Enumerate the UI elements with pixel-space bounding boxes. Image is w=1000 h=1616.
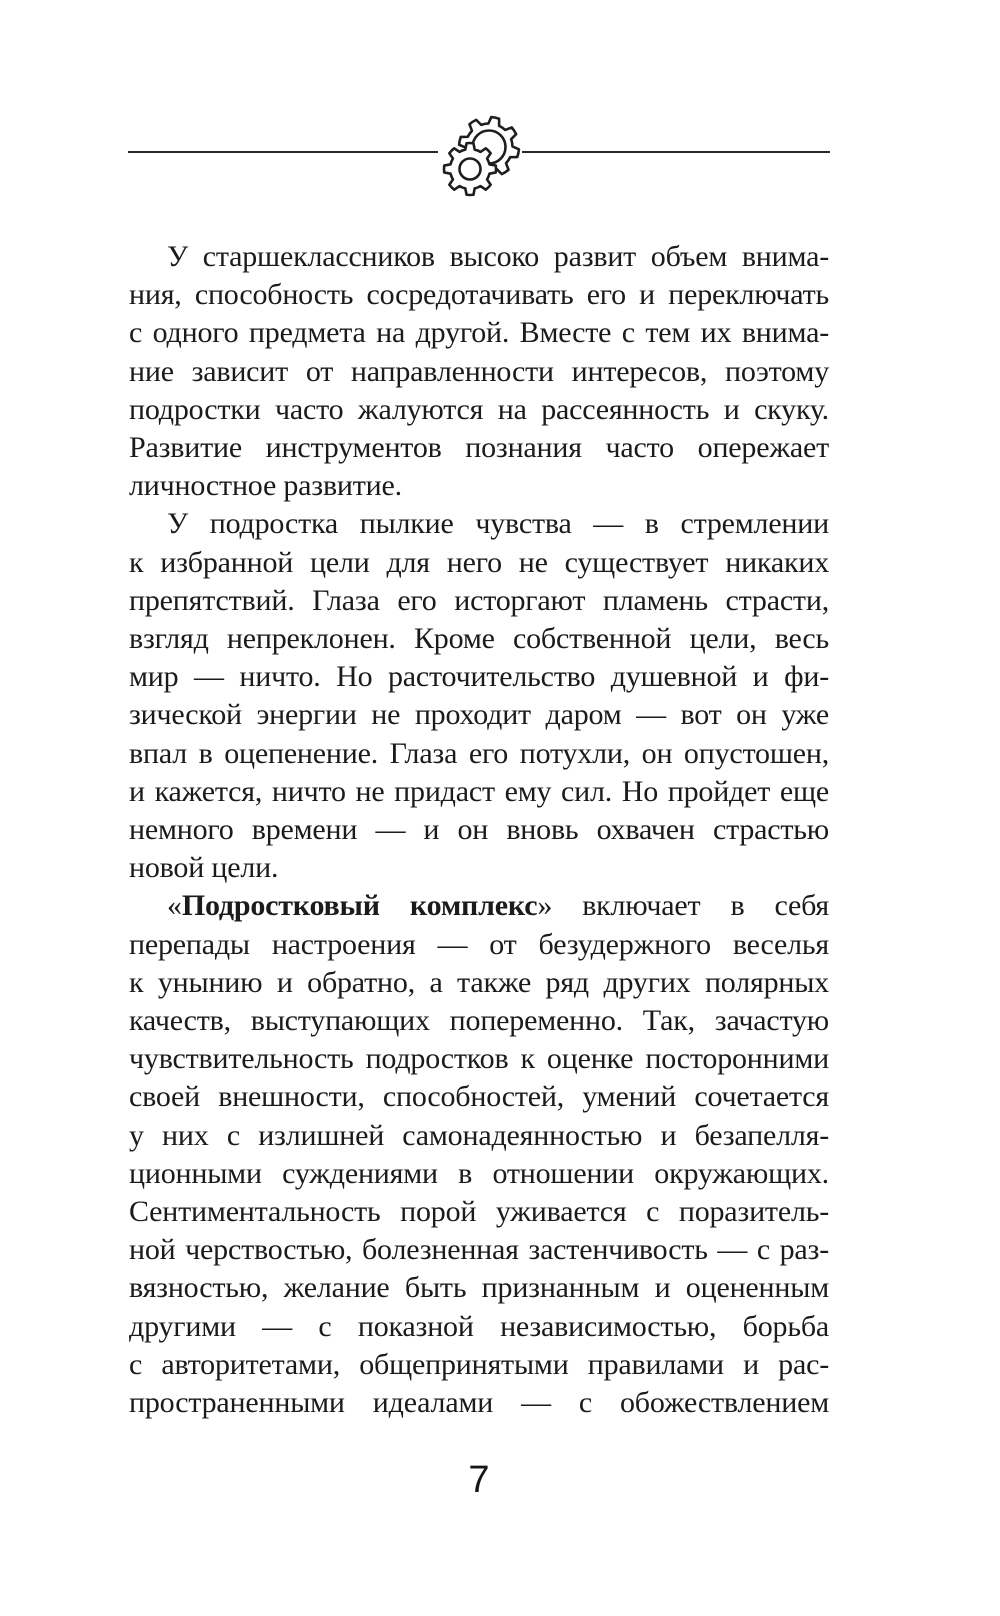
text-line: качеств, выступающих попеременно. Так, зачастую	[129, 1004, 829, 1038]
text-line: личностное развитие.	[129, 469, 402, 503]
bold-term: Подростковый комплекс	[181, 889, 538, 923]
page-number: 7	[468, 1459, 490, 1501]
text-line: У подростка пылкие чувства — в стремлении	[167, 507, 829, 541]
gears-icon	[425, 93, 535, 203]
text-block	[129, 238, 829, 1422]
text-line: впал в оцепенение. Глаза его потухли, он опустошен,	[129, 736, 829, 770]
ornament-rule-right	[522, 151, 830, 153]
text-line: с одного предмета на другой. Вместе с тем их внима-	[129, 316, 829, 350]
paragraph	[129, 505, 829, 887]
text-line: Сентиментальность порой уживается с поразитель-	[129, 1195, 829, 1229]
text-line: пространенными идеалами — с обожествлением	[129, 1386, 829, 1420]
text-line: препятствий. Глаза его исторгают пламень страсти,	[129, 583, 829, 617]
text-line: ния, способность сосредотачивать его и переключать	[129, 278, 829, 312]
text-line: «Подростковый комплекс» включает в себя	[167, 889, 829, 923]
text-line: У старшеклассников высоко развит объем внима-	[167, 240, 829, 273]
text-line: вязностью, желание быть признанным и оцененным	[129, 1271, 829, 1305]
text-line: зической энергии не проходит даром — вот он уже	[129, 698, 829, 732]
paragraph	[129, 887, 829, 1422]
text-line: с авторитетами, общепринятыми правилами и рас-	[129, 1347, 829, 1381]
text-line: и кажется, ничто не придаст ему сил. Но пройдет еще	[129, 774, 829, 808]
text-line: ционными суждениями в отношении окружающих.	[129, 1156, 829, 1190]
text-line: перепады настроения — от безудержного веселья	[129, 927, 829, 961]
text-line: немного времени — и он вновь охвачен страстью	[129, 813, 829, 847]
text-line: подростки часто жалуются на рассеянность и скуку.	[129, 392, 829, 426]
text-line: ние зависит от направленности интересов, поэтому	[129, 354, 829, 388]
text-line: у них с излишней самонадеянностью и безапелля-	[129, 1118, 829, 1152]
text-line: мир — ничто. Но расточительство душевной и фи-	[129, 660, 829, 694]
text-line: Развитие инструментов познания часто опережает	[129, 431, 829, 465]
text-line: другими — с показной независимостью, борьба	[129, 1309, 829, 1343]
text-line: чувствительность подростков к оценке посторонними	[129, 1042, 829, 1076]
text-line: новой цели.	[129, 851, 279, 885]
small-gear-hole	[460, 159, 481, 180]
text-line: к избранной цели для него не существует никаких	[129, 545, 829, 579]
ornament-rule-left	[128, 151, 438, 153]
text-line: взгляд непреклонен. Кроме собственной цели, весь	[129, 622, 829, 656]
text-line: ной черствостью, болезненная застенчивость — с раз-	[129, 1233, 829, 1267]
paragraph	[129, 238, 829, 505]
text-line: к унынию и обратно, а также ряд других полярных	[129, 965, 829, 999]
text-line: своей внешности, способностей, умений сочетается	[129, 1080, 829, 1114]
